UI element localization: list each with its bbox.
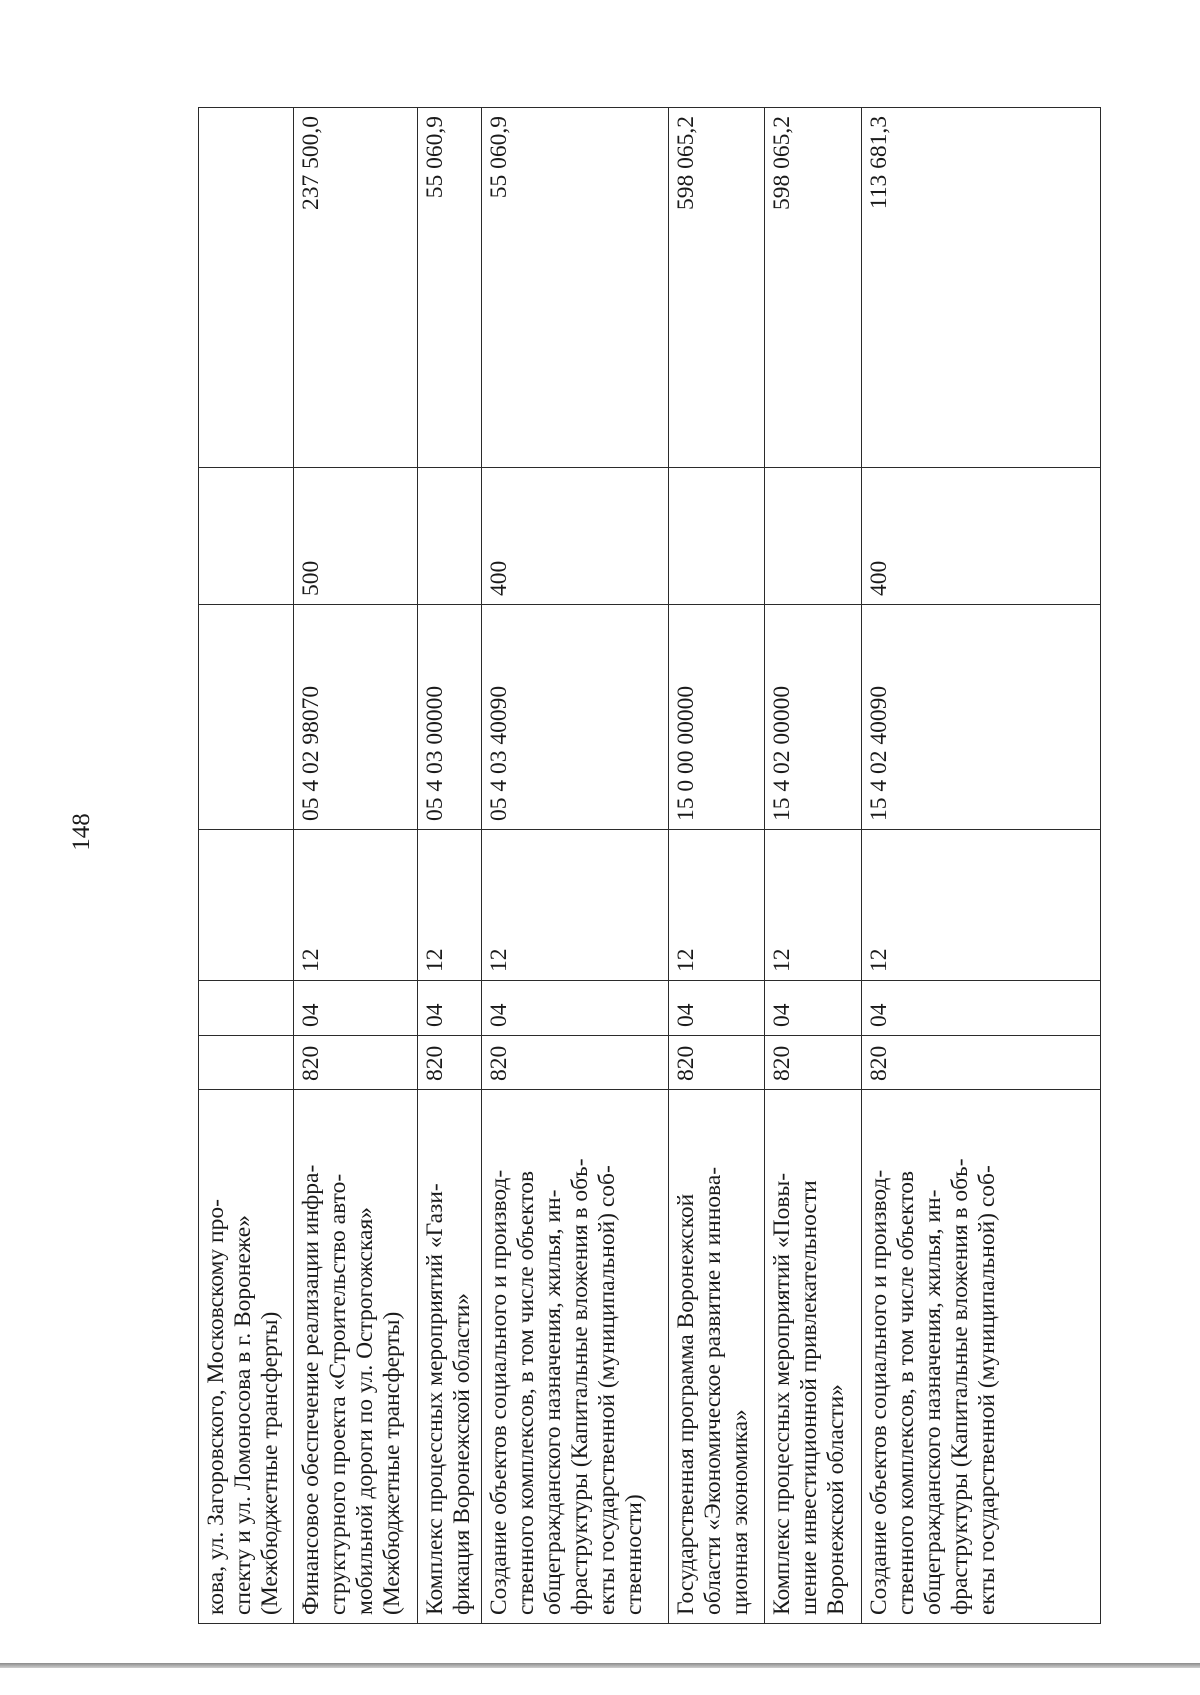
expense-type-cell: 400: [482, 468, 669, 605]
amount-cell: 237 500,0: [294, 108, 418, 468]
expense-type-cell: 500: [294, 468, 418, 605]
amount-cell: 113 681,3: [862, 108, 1101, 468]
target-code-cell: 05 4 03 40090: [482, 605, 669, 830]
section-cell: 04: [418, 981, 482, 1036]
expense-type-cell: [669, 468, 765, 605]
section-cell: 04: [294, 981, 418, 1036]
subsection-cell: 12: [669, 830, 765, 981]
page-number: 148: [68, 813, 95, 851]
scan-bottom-edge: [0, 1663, 1200, 1668]
row-name-cell: Государственная программа Воронежской области «Экономическое развитие и иннова- ционная экономика»: [669, 1090, 765, 1624]
expense-type-cell: [765, 468, 862, 605]
section-cell: 04: [669, 981, 765, 1036]
amount-cell: 598 065,2: [669, 108, 765, 468]
target-code-cell: 15 0 00 00000: [669, 605, 765, 830]
admin-code-cell: 820: [294, 1036, 418, 1090]
section-cell: 04: [765, 981, 862, 1036]
budget-table: [198, 107, 1101, 1624]
admin-code-cell: 820: [862, 1036, 1101, 1090]
row-name-cell: Финансовое обеспечение реализации инфра- структурного проекта «Строительство авто- мобильной дороги по ул. Острогожская» (Межбюджетные трансферты): [294, 1090, 418, 1624]
subsection-cell: 12: [862, 830, 1101, 981]
target-code-cell: 15 4 02 00000: [765, 605, 862, 830]
rotated-table-container: [198, 108, 1100, 1624]
amount-cell: 55 060,9: [482, 108, 669, 468]
section-cell: [199, 981, 294, 1036]
subsection-cell: 12: [294, 830, 418, 981]
amount-cell: 598 065,2: [765, 108, 862, 468]
target-code-cell: [199, 605, 294, 830]
row-name-cell: Комплекс процессных мероприятий «Гази- фикация Воронежской области»: [418, 1090, 482, 1624]
admin-code-cell: 820: [482, 1036, 669, 1090]
amount-cell: [199, 108, 294, 468]
table-row: [199, 108, 294, 1624]
subsection-cell: 12: [418, 830, 482, 981]
admin-code-cell: 820: [669, 1036, 765, 1090]
subsection-cell: [199, 830, 294, 981]
table-row: [669, 108, 765, 1624]
table-row: [482, 108, 669, 1624]
table-row: [765, 108, 862, 1624]
amount-cell: 55 060,9: [418, 108, 482, 468]
target-code-cell: 15 4 02 40090: [862, 605, 1101, 830]
admin-code-cell: 820: [765, 1036, 862, 1090]
admin-code-cell: [199, 1036, 294, 1090]
expense-type-cell: [199, 468, 294, 605]
table-rotation-frame: [198, 108, 1100, 1624]
section-cell: 04: [482, 981, 669, 1036]
row-name-cell: Комплекс процессных мероприятий «Повы- шение инвестиционной привлекательности Воронежской области»: [765, 1090, 862, 1624]
target-code-cell: 05 4 02 98070: [294, 605, 418, 830]
expense-type-cell: [418, 468, 482, 605]
target-code-cell: 05 4 03 00000: [418, 605, 482, 830]
subsection-cell: 12: [482, 830, 669, 981]
expense-type-cell: 400: [862, 468, 1101, 605]
admin-code-cell: 820: [418, 1036, 482, 1090]
subsection-cell: 12: [765, 830, 862, 981]
table-row: [862, 108, 1101, 1624]
row-name-cell: Создание объектов социального и производ- ственного комплексов, в том числе объектов общегражданского назначения, жилья, ин- фраструктуры (Капитальные вложения в объ- екты государственной (муниципальной) соб-: [862, 1090, 1101, 1624]
table-row: [294, 108, 418, 1624]
row-name-cell: кова, ул. Загоровского, Московскому про- спекту и ул. Ломоносова в г. Воронеже» (Межбюджетные трансферты): [199, 1090, 294, 1624]
section-cell: 04: [862, 981, 1101, 1036]
row-name-cell: Создание объектов социального и производ- ственного комплексов, в том числе объектов общегражданского назначения, жилья, ин- фраструктуры (Капитальные вложения в объ- екты государственной (муниципальной) соб- ственности): [482, 1090, 669, 1624]
table-row: [418, 108, 482, 1624]
